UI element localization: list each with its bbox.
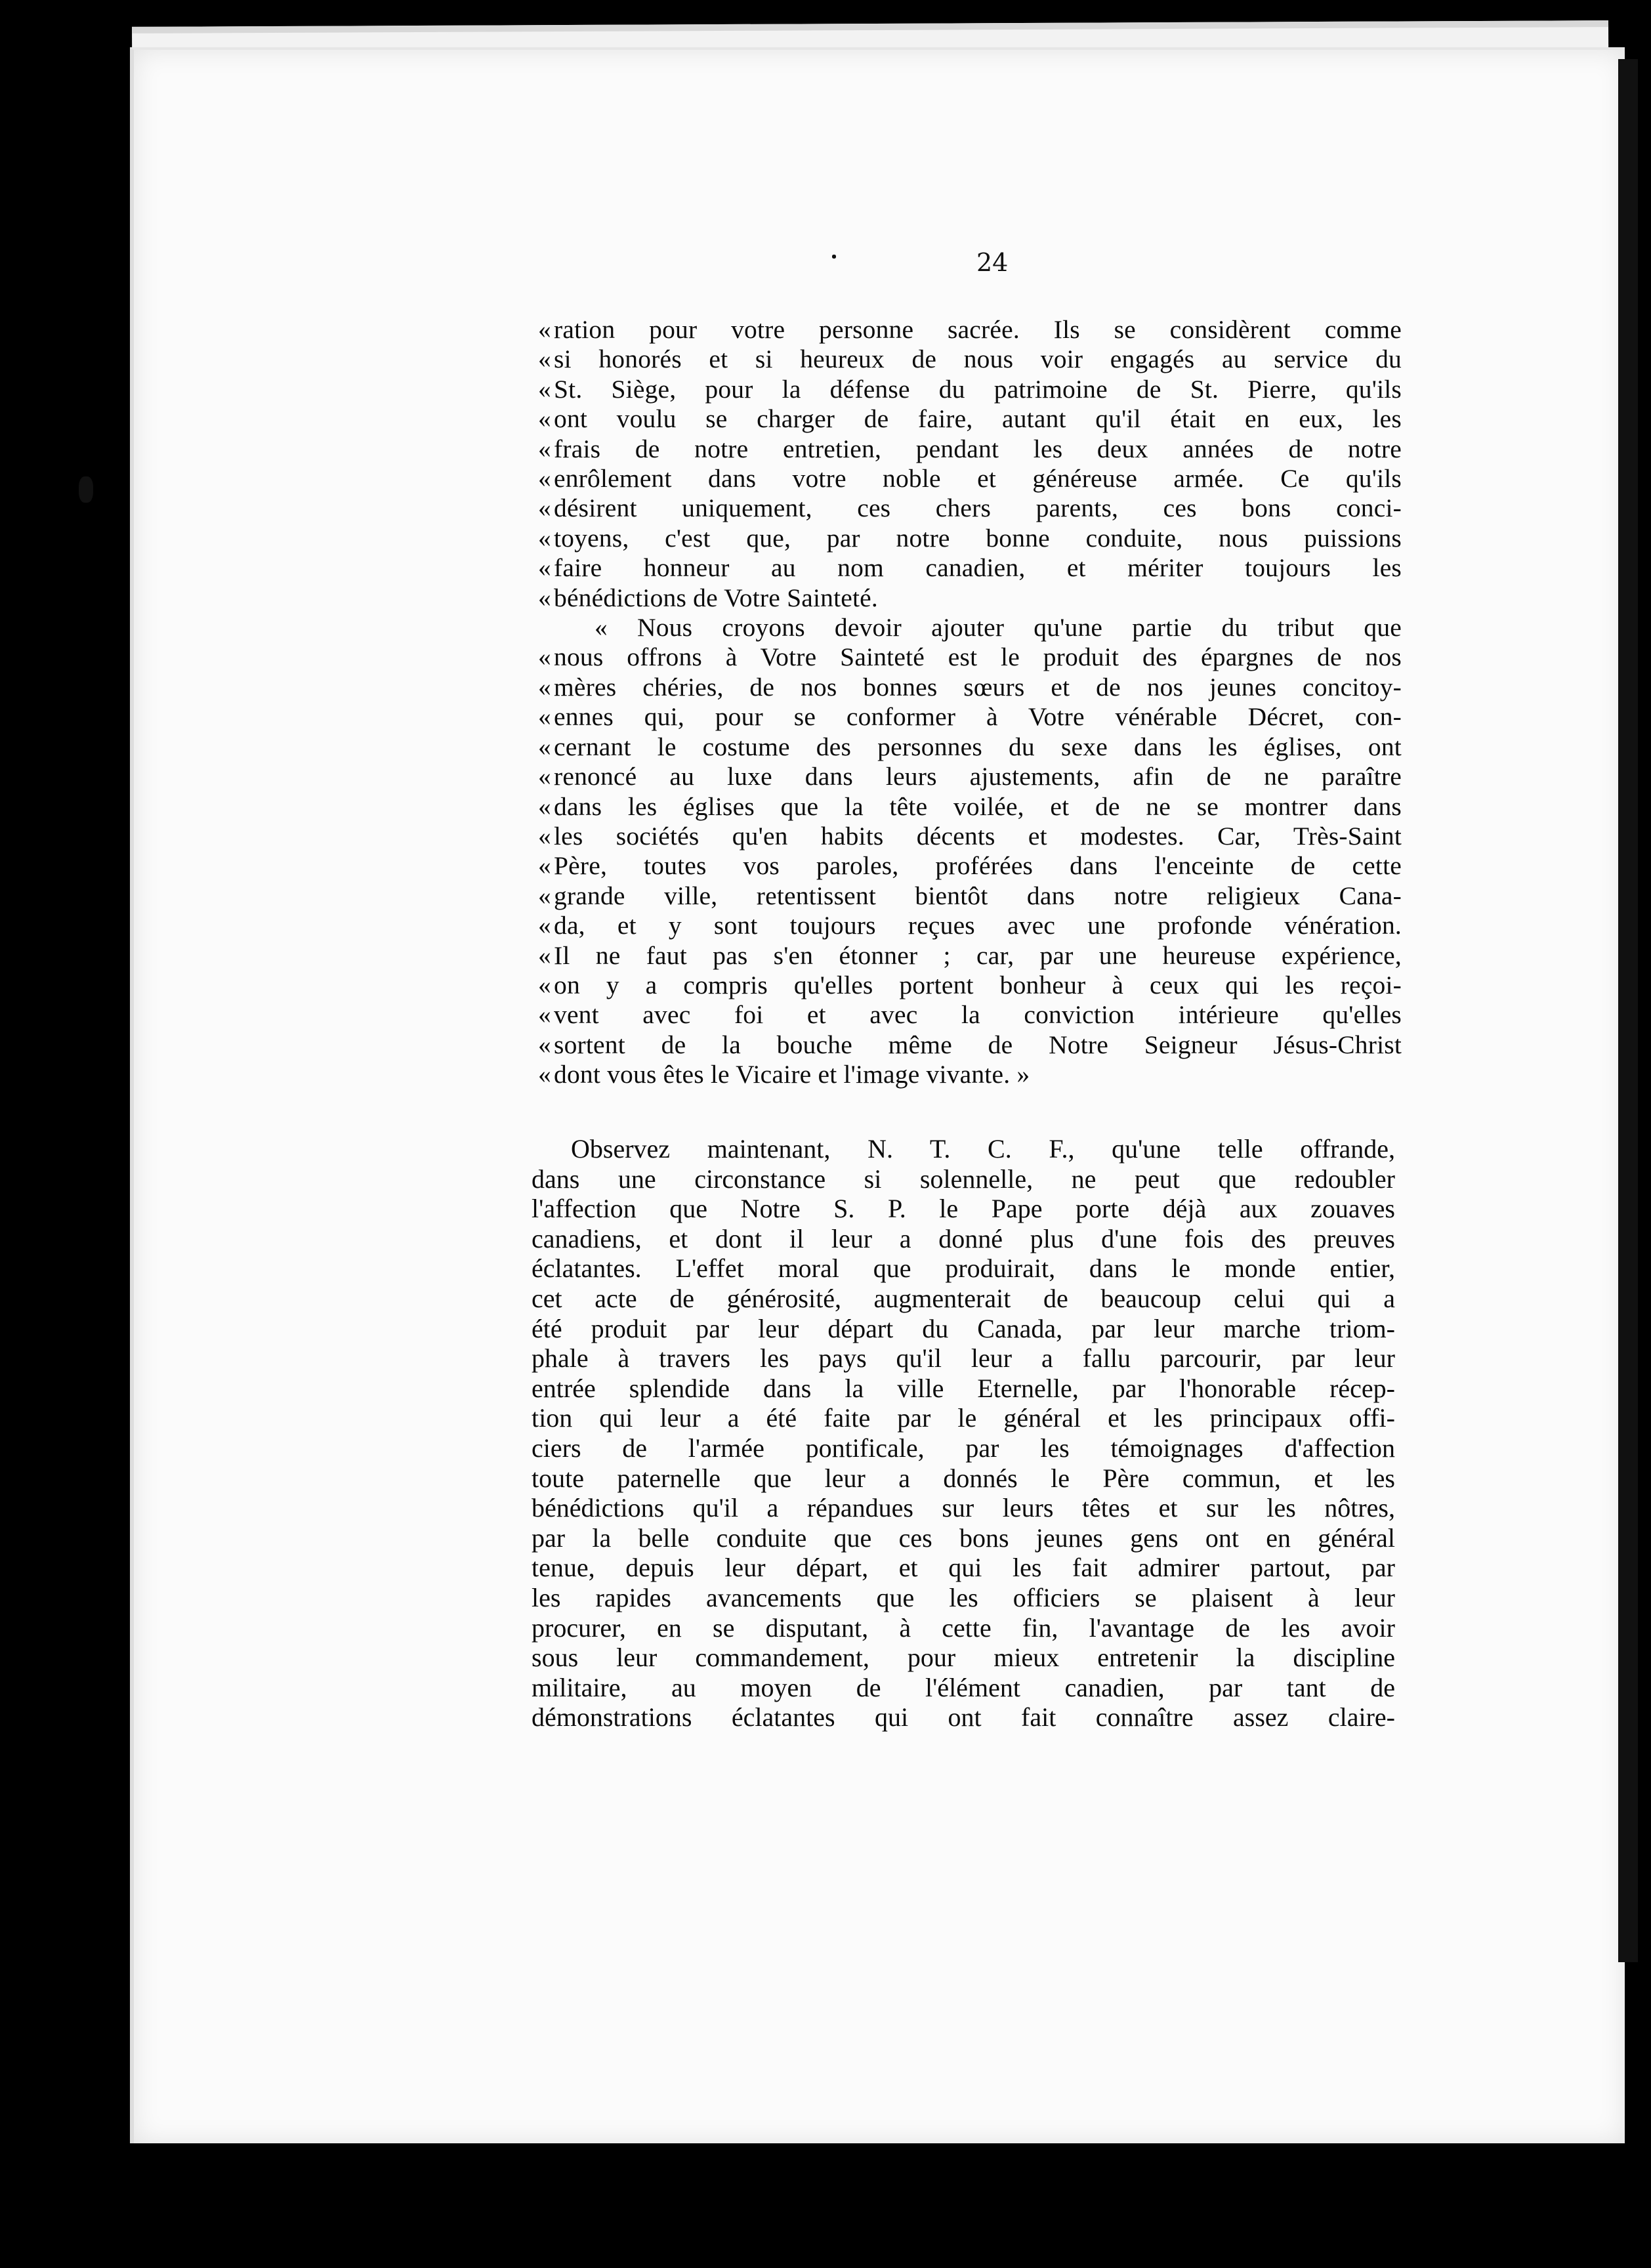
quoted-line-text: faire honneur au nom canadien, et mériter toujours les	[554, 553, 1402, 583]
quoted-line-text: désirent uniquement, ces chers parents, ces bons conci-	[554, 494, 1402, 523]
quote-mark: «	[538, 583, 551, 612]
quote-mark: «	[538, 523, 551, 553]
quote-mark: «	[538, 970, 551, 999]
quote-mark: «	[538, 315, 551, 344]
quote-mark: «	[538, 1060, 551, 1089]
quote-mark: «	[538, 1000, 551, 1030]
quoted-line	[538, 881, 1402, 911]
paragraph-line: ciers de l'armée pontificale, par les témoignages d'affection	[532, 1433, 1395, 1463]
quote-mark: «	[538, 791, 551, 821]
quoted-line	[538, 523, 1402, 553]
paragraph-line: phale à travers les pays qu'il leur a fallu parcourir, par leur	[532, 1343, 1395, 1374]
paragraph-line: dans une circonstance si solennelle, ne peut que redoubler	[532, 1164, 1395, 1194]
quote-mark: «	[538, 672, 551, 702]
paragraph-line: toute paternelle que leur a donnés le Père commun, et les	[532, 1463, 1395, 1493]
scan-speck	[79, 476, 93, 503]
quoted-line	[538, 732, 1402, 762]
quoted-line	[538, 434, 1402, 464]
quoted-line-text: ration pour votre personne sacrée. Ils se considèrent comme	[554, 315, 1402, 344]
quoted-line	[538, 851, 1402, 881]
quoted-line-text: les sociétés qu'en habits décents et modestes. Car, Très-Saint	[554, 821, 1402, 850]
quoted-line-text: ennes qui, pour se conformer à Votre vénérable Décret, con-	[554, 702, 1402, 732]
quoted-line-text: St. Siège, pour la défense du patrimoine de St. Pierre, qu'ils	[554, 374, 1402, 404]
quoted-line-text: Père, toutes vos paroles, proférées dans l'enceinte de cette	[554, 851, 1402, 881]
quoted-line-text: cernant le costume des personnes du sexe dans les églises, ont	[554, 732, 1402, 761]
quoted-line	[538, 1000, 1402, 1030]
quoted-line	[538, 404, 1402, 434]
quoted-line-text: si honorés et si heureux de nous voir engagés au service du	[554, 345, 1402, 374]
quoted-line	[538, 702, 1402, 732]
quoted-line	[538, 315, 1402, 345]
main-paragraph	[532, 1134, 1395, 1732]
quote-mark: «	[538, 494, 551, 523]
quoted-passage	[538, 315, 1402, 1090]
paragraph-line: été produit par leur départ du Canada, par leur marche triom-	[532, 1313, 1395, 1343]
paragraph-line: sous leur commandement, pour mieux entretenir la discipline	[532, 1643, 1395, 1673]
paragraph-line: entrée splendide dans la ville Eternelle, par l'honorable récep-	[532, 1373, 1395, 1403]
quote-mark: «	[538, 851, 551, 881]
quoted-line	[538, 1030, 1402, 1060]
quoted-line-text: toyens, c'est que, par notre bonne conduite, nous puissions	[554, 523, 1402, 553]
quoted-line-text: nous offrons à Votre Sainteté est le produit des épargnes de nos	[554, 642, 1402, 672]
quote-mark: «	[538, 464, 551, 494]
quote-mark: «	[538, 911, 551, 940]
quoted-line-text: grande ville, retentissent bientôt dans notre religieux Cana-	[554, 881, 1402, 910]
paragraph-line: éclatantes. L'effet moral que produirait, dans le monde entier,	[532, 1253, 1395, 1284]
paragraph-line: bénédictions qu'il a répandues sur leurs têtes et sur les nôtres,	[532, 1493, 1395, 1523]
quoted-line	[538, 583, 1402, 613]
quoted-line	[538, 374, 1402, 404]
quote-mark: «	[538, 881, 551, 910]
quoted-line	[538, 553, 1402, 583]
quote-mark: «	[538, 940, 551, 970]
quoted-line	[538, 911, 1402, 940]
quoted-line-text: Il ne faut pas s'en étonner ; car, par une heureuse expérience,	[554, 940, 1402, 970]
page-number: 24	[976, 248, 1009, 277]
paragraph-line: tenue, depuis leur départ, et qui les fait admirer partout, par	[532, 1553, 1395, 1583]
quoted-line-text: enrôlement dans votre noble et généreuse armée. Ce qu'ils	[554, 464, 1402, 494]
quoted-line-text: dans les églises que la tête voilée, et de ne se montrer dans	[554, 791, 1402, 821]
quoted-line-text: bénédictions de Votre Sainteté.	[554, 583, 878, 612]
paragraph-line: Observez maintenant, N. T. C. F., qu'une telle offrande,	[571, 1134, 1395, 1164]
scan-speck	[832, 255, 836, 259]
quote-mark: «	[538, 762, 551, 791]
quoted-line	[538, 494, 1402, 523]
quoted-line	[538, 970, 1402, 1000]
quoted-line-text: mères chéries, de nos bonnes sœurs et de nos jeunes concitoy-	[554, 672, 1402, 702]
quoted-line-text: frais de notre entretien, pendant les deux années de notre	[554, 434, 1402, 463]
quoted-line-text: « Nous croyons devoir ajouter qu'une partie du tribut que	[595, 613, 1402, 642]
quote-mark: «	[538, 434, 551, 463]
quoted-line	[538, 1060, 1402, 1089]
quote-mark: «	[538, 553, 551, 583]
quoted-line-text: ont voulu se charger de faire, autant qu'il était en eux, les	[554, 404, 1402, 434]
quote-mark: «	[538, 702, 551, 732]
quoted-line	[538, 345, 1402, 374]
quote-mark: «	[538, 732, 551, 761]
paragraph-line: les rapides avancements que les officiers se plaisent à leur	[532, 1582, 1395, 1612]
quoted-line	[538, 672, 1402, 702]
quoted-line-text: da, et y sont toujours reçues avec une profonde vénération.	[554, 911, 1402, 940]
quoted-line-text: renoncé au luxe dans leurs ajustements, afin de ne paraître	[554, 762, 1402, 791]
quoted-line	[538, 464, 1402, 494]
paragraph-line: démonstrations éclatantes qui ont fait connaître assez claire-	[532, 1702, 1395, 1732]
quote-mark: «	[538, 345, 551, 374]
quoted-line	[555, 613, 1402, 642]
quoted-line	[538, 642, 1402, 672]
quote-mark: «	[538, 642, 551, 672]
quoted-line-text: vent avec foi et avec la conviction intérieure qu'elles	[554, 1000, 1402, 1030]
quote-mark: «	[538, 374, 551, 404]
paragraph-line: cet acte de générosité, augmenterait de beaucoup celui qui a	[532, 1283, 1395, 1313]
paragraph-line: l'affection que Notre S. P. le Pape porte déjà aux zouaves	[532, 1194, 1395, 1224]
quoted-line	[538, 940, 1402, 971]
quote-mark: «	[538, 821, 551, 850]
paragraph-line: procurer, en se disputant, à cette fin, l'avantage de les avoir	[532, 1612, 1395, 1643]
paragraph-line: par la belle conduite que ces bons jeunes gens ont en général	[532, 1522, 1395, 1553]
quoted-line	[538, 791, 1402, 822]
paragraph-line: tion qui leur a été faite par le général et les principaux offi-	[532, 1403, 1395, 1433]
quoted-line-text: sortent de la bouche même de Notre Seigneur Jésus-Christ	[554, 1030, 1402, 1059]
quoted-line-text: dont vous êtes le Vicaire et l'image vivante. »	[554, 1060, 1030, 1089]
page-binding-shadow	[1618, 59, 1638, 1962]
quote-mark: «	[538, 404, 551, 434]
quoted-line-text: on y a compris qu'elles portent bonheur à ceux qui les reçoi-	[554, 970, 1402, 999]
paragraph-line: canadiens, et dont il leur a donné plus d'une fois des preuves	[532, 1223, 1395, 1253]
quoted-line	[538, 821, 1402, 851]
paragraph-line: militaire, au moyen de l'élément canadien, par tant de	[532, 1672, 1395, 1702]
quote-mark: «	[538, 1030, 551, 1059]
quoted-line	[538, 762, 1402, 791]
